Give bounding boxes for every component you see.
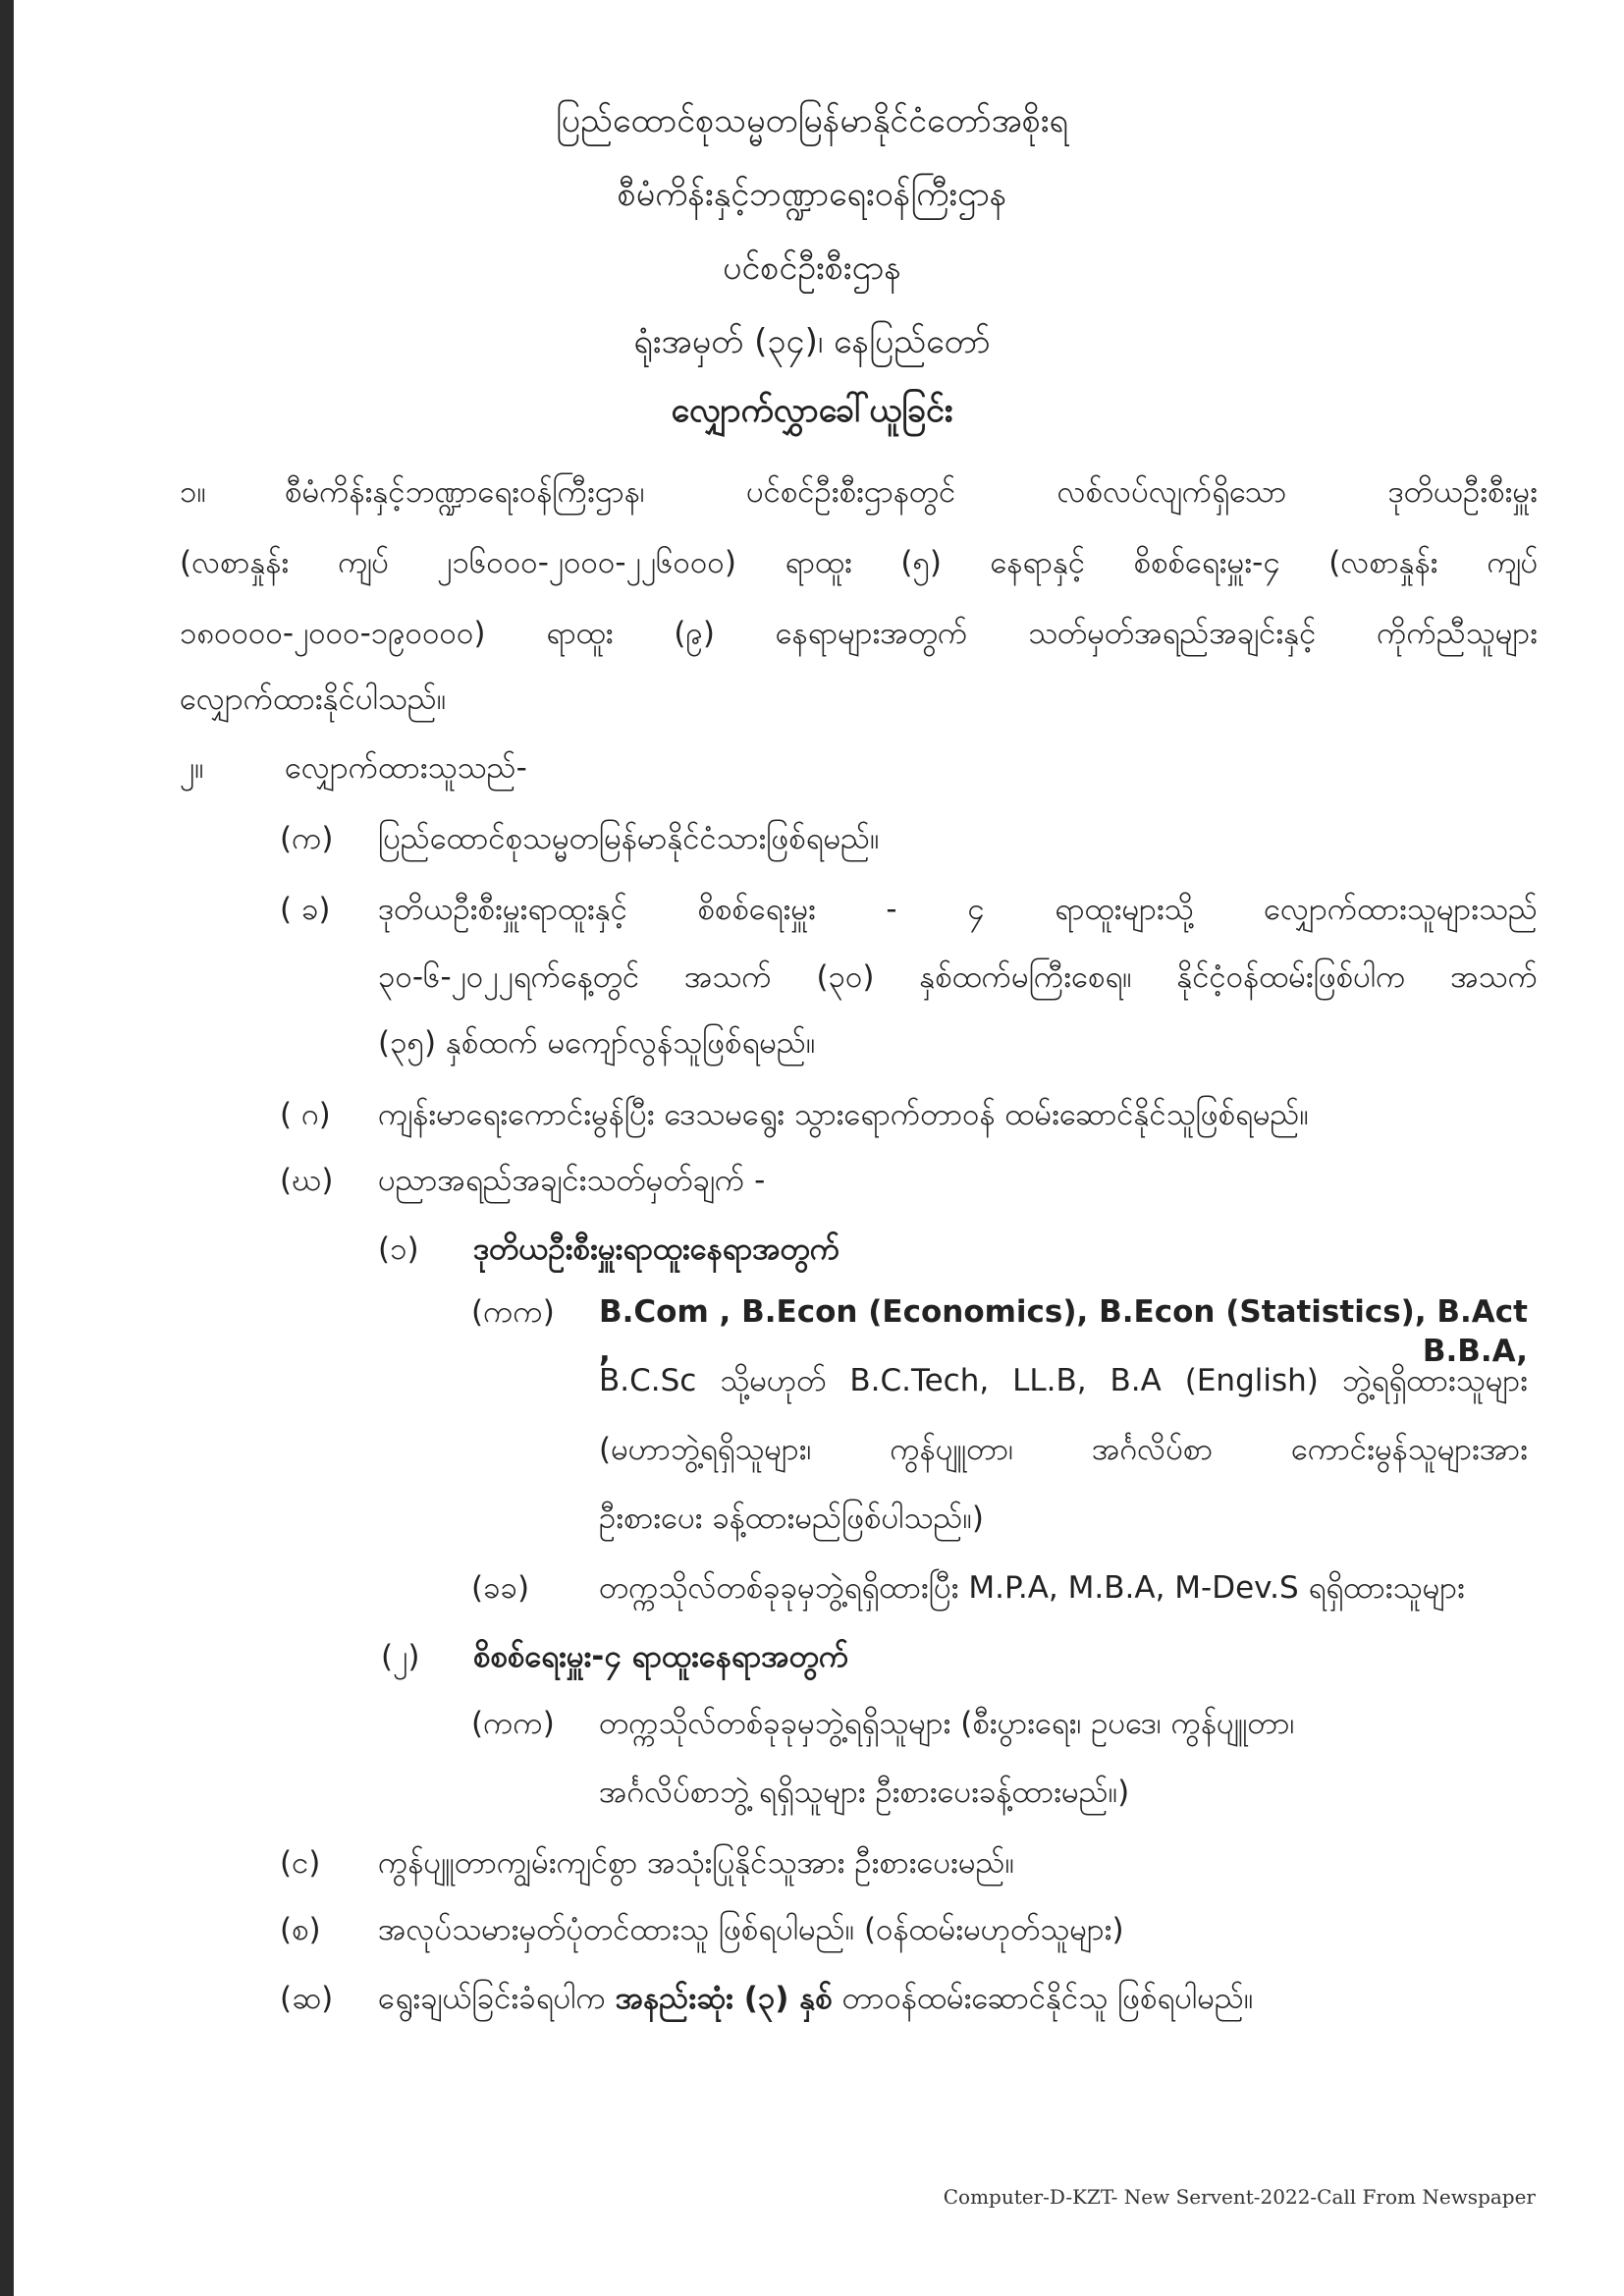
para1-line3: ၁၈၀၀၀၀-၂၀၀၀-၁၉၀၀၀၀) ရာထူး (၉) နေရာများအတွက် သတ်မှတ်အရည်အချင်းနှင့် ကိုက်ညီသူများ — [180, 616, 1538, 651]
item-d2a-line2: အင်္ဂလိပ်စာဘွဲ့ ရရှိသူများ ဦးစားပေးခန့်ထားမည်။) — [599, 1775, 1130, 1810]
item-a-label: (က) — [280, 821, 334, 856]
item-d2-heading: စိစစ်ရေးမှူး-၄ ရာထူးနေရာအတွက် — [473, 1639, 849, 1674]
item-d2-label: (၂) — [381, 1639, 420, 1674]
item-f-text: အလုပ်သမားမှတ်ပုံတင်ထားသူ ဖြစ်ရပါမည်။ (ဝန်ထမ်းမဟုတ်သူများ) — [378, 1912, 1124, 1947]
footer-reference: Computer-D-KZT- New Servent-2022-Call From Newspaper — [943, 2185, 1536, 2209]
item-b-label: ( ခ) — [280, 892, 331, 927]
item-d-text: ပညာအရည်အချင်းသတ်မှတ်ချက် - — [378, 1163, 766, 1198]
item-g-text-part1: ရွေးချယ်ခြင်းခံရပါက — [378, 1981, 616, 2016]
page-title: လျှောက်လွှာခေါ်ယူခြင်း — [671, 391, 953, 430]
item-d2a-line1: တက္ကသိုလ်တစ်ခုခုမှဘွဲ့ရရှိသူများ (စီးပွားရေး၊ ဥပဒေ၊ ကွန်ပျူတာ၊ — [599, 1706, 1295, 1741]
item-g-label: (ဆ) — [280, 1981, 334, 2016]
para1-line4: လျှောက်ထားနိုင်ပါသည်။ — [180, 682, 447, 717]
item-g-text-part2: တာဝန်ထမ်းဆောင်နိုင်သူ ဖြစ်ရပါမည်။ — [832, 1981, 1254, 2016]
header-ministry: စီမံကိန်းနှင့်ဘဏ္ဍာရေးဝန်ကြီးဌာန — [617, 175, 1007, 214]
item-b-line2: ၃၀-၆-၂၀၂၂ရက်နေ့တွင် အသက် (၃၀) နှစ်ထက်မကြီးစေရ။ နိုင်ငံ့ဝန်ထမ်းဖြစ်ပါက အသက် — [378, 959, 1538, 995]
item-d-label: (ဃ) — [280, 1163, 334, 1198]
header-government-title: ပြည်ထောင်စုသမ္မတမြန်မာနိုင်ငံတော်အစိုးရ — [555, 101, 1069, 140]
item-d1a-line3: (မဟာဘွဲ့ရရှိသူများ၊ ကွန်ပျူတာ၊ အင်္ဂလိပ်စာ ကောင်းမွန်သူများအား — [599, 1432, 1528, 1467]
item-c-label: ( ဂ) — [280, 1097, 331, 1132]
item-b-line1: ဒုတိယဦးစီးမှူးရာထူးနှင့် စိစစ်ရေးမှူး - ၄ ရာထူးများသို့ လျှောက်ထားသူများသည် — [378, 892, 1538, 927]
item-e-text: ကွန်ပျူတာကျွမ်းကျင်စွာ အသုံးပြုနိုင်သူအား ဦးစားပေးမည်။ — [378, 1845, 1014, 1881]
item-a-text: ပြည်ထောင်စုသမ္မတမြန်မာနိုင်ငံသားဖြစ်ရမည်။ — [378, 821, 880, 856]
para2-intro: လျှောက်ထားသူသည်- — [285, 750, 527, 786]
item-b-line3: (၃၅) နှစ်ထက် မကျော်လွန်သူဖြစ်ရမည်။ — [378, 1025, 816, 1061]
para1-line1: စီမံကိန်းနှင့်ဘဏ္ဍာရေးဝန်ကြီးဌာန၊ ပင်စင်ဦးစီးဌာနတွင် လစ်လပ်လျက်ရှိသော ဒုတိယဦးစီးမှူး — [285, 474, 1538, 510]
item-d1-heading: ဒုတိယဦးစီးမှူးရာထူးနေရာအတွက် — [473, 1231, 840, 1267]
header-office-address: ရုံးအမှတ် (၃၄)၊ နေပြည်တော် — [633, 322, 991, 361]
item-g-text — [378, 1979, 1253, 2018]
para2-number: ၂။ — [180, 750, 204, 786]
item-d1a-line1: B.Com , B.Econ (Economics), B.Econ (Statistics), B.Act , B.B.A, — [599, 1294, 1528, 1369]
item-d1b-text: တက္ကသိုလ်တစ်ခုခုမှဘွဲ့ရရှိထားပြီး M.P.A, M.B.A, M-Dev.S ရရှိထားသူများ — [599, 1570, 1465, 1606]
item-d1a-label: (ကက) — [471, 1294, 555, 1330]
item-g-text-emphasis: အနည်းဆုံး (၃) နှစ် — [615, 1981, 833, 2016]
item-c-text: ကျန်းမာရေးကောင်းမွန်ပြီး ဒေသမရွေး သွားရောက်တာဝန် ထမ်းဆောင်နိုင်သူဖြစ်ရမည်။ — [378, 1097, 1309, 1132]
item-d1a-line2: B.C.Sc သို့မဟုတ် B.C.Tech, LL.B, B.A (English) ဘွဲ့ရရှိထားသူများ — [599, 1363, 1528, 1398]
item-d1b-label: (ခခ) — [471, 1570, 530, 1606]
item-d1-label: (၁) — [378, 1231, 419, 1267]
item-e-label: (င) — [280, 1845, 321, 1881]
item-d2a-label: (ကက) — [471, 1706, 555, 1741]
para1-number: ၁။ — [180, 474, 206, 510]
item-f-label: (စ) — [280, 1912, 321, 1947]
para1-line2: (လစာနှုန်း ကျပ် ၂၁၆၀၀၀-၂၀၀၀-၂၂၆၀၀၀) ရာထူး (၅) နေရာနှင့် စိစစ်ရေးမှူး-၄ (လစာနှုန်း ကျပ် — [180, 545, 1538, 580]
header-department: ပင်စင်ဦးစီးဌာန — [723, 248, 901, 288]
item-d1a-line4: ဦးစားပေး ခန့်ထားမည်ဖြစ်ပါသည်။) — [599, 1501, 984, 1536]
